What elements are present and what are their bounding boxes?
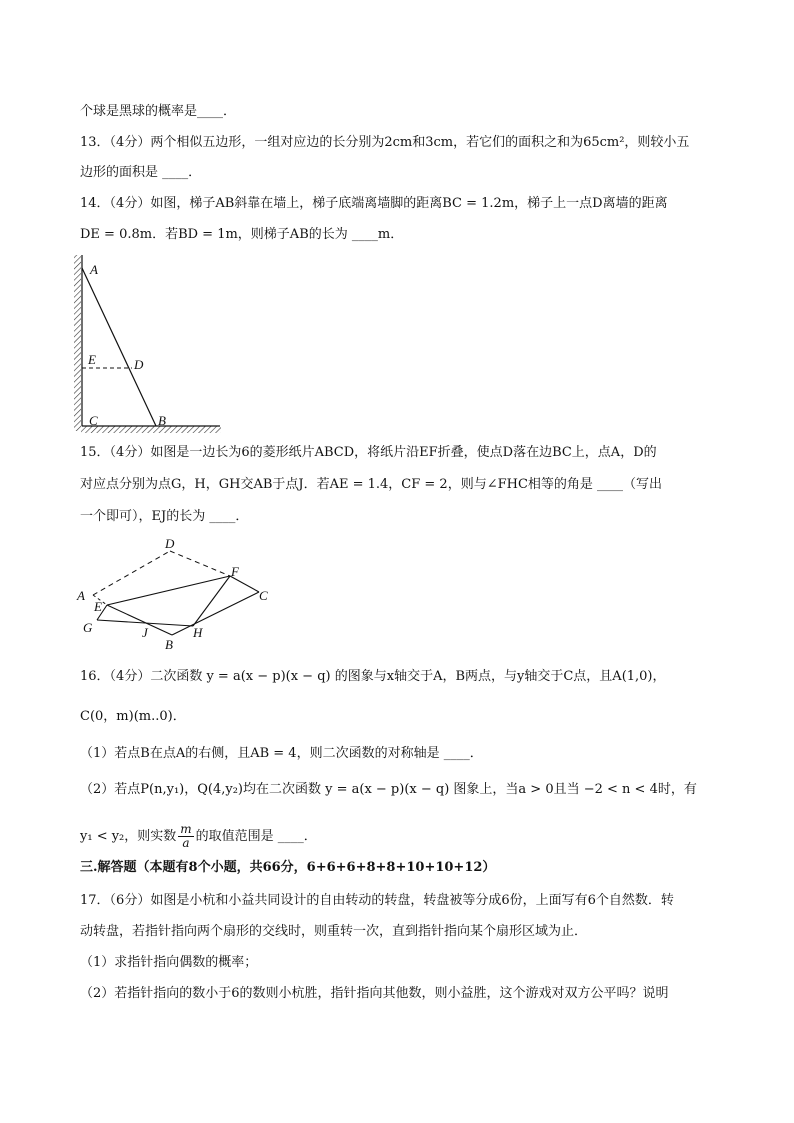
dash-df [170,551,230,576]
q16-ineq: y₁ < y₂，则实数 [80,829,177,844]
label-a: A [77,588,85,603]
label-j: J [142,625,148,640]
q16-range-text: 的取值范围是 ____． [195,829,317,844]
q16-line2: C(0，m)(m..0)． [80,709,186,724]
label-h: H [193,625,203,640]
q16-line1: 16．（4分）二次函数 y = a(x − p)(x − q) 的图象与x轴交于A，B两点，与y轴交于C点，且A(1,0)， [80,669,666,684]
q13-line1: 13．（4分）两个相似五边形，一组对应边的长分别为2cm和3cm，若它们的面积之和为65cm²，则较小五 [80,135,690,150]
frac-den: a [182,836,190,850]
q17-line2: 动转盘，若指针指向两个扇形的交线时，则重转一次，直到指针指向某个扇形区域为止． [80,924,588,939]
q14-line2: DE = 0.8m．若BD = 1m，则梯子AB的长为 ____m． [80,227,404,242]
q16-part2: （2）若点P(n,y₁)，Q(4,y₂)均在二次函数 y = a(x − p)(x − q) 图象上，当a > 0且当 −2 < n < 4时，有 [80,782,697,797]
label-c: C [89,413,98,428]
q16-part2-cont [80,823,317,850]
q15-line2: 对应点分别为点G，H，GH交AB于点J．若AE = 1.4，CF = 2，则与∠FHC相等的角是 ____（写出 [80,477,663,492]
q16-part1: （1）若点B在点A的右侧，且AB = 4，则二次函数的对称轴是 ____． [80,746,483,761]
side-cb [172,592,259,635]
label-a: A [90,262,98,277]
label-d: D [165,536,175,551]
dash-ad [93,551,170,595]
label-g: G [83,620,93,635]
section-3-heading: 三.解答题（本题有8个小题，共66分，6+6+6+8+8+10+10+12） [80,860,496,875]
label-c: C [259,588,268,603]
side-eb [107,605,172,635]
frac-num: m [180,822,192,836]
q12-tail: 个球是黑球的概率是____． [80,104,237,119]
fraction-m-over-a [178,823,193,850]
label-e: E [94,599,102,614]
q15-line3: 一个即可），EJ的长为 ____． [80,509,249,524]
q17-part2: （2）若指针指向的数小于6的数则小杭胜，指针指向其他数，则小益胜，这个游戏对双方公平吗？说明 [80,986,669,1001]
q13-line2: 边形的面积是 ____． [80,165,202,180]
label-b: B [158,413,166,428]
label-f: F [231,564,239,579]
label-d: D [134,357,144,372]
q17-part1: （1）求指针指向偶数的概率； [80,955,258,970]
q17-line1: 17．（6分）如图是小杭和小益共同设计的自由转动的转盘，转盘被等分成6份，上面写有6个自然数．转 [80,893,674,908]
q14-line1: 14．（4分）如图，梯子AB斜靠在墙上，梯子底端离墙脚的距离BC = 1.2m，梯子上一点D离墙的距离 [80,196,668,211]
q15-line1: 15．（4分）如图是一边长为6的菱形纸片ABCD，将纸片沿EF折叠，使点D落在边BC上，点A，D的 [80,445,657,460]
label-b: B [165,637,173,652]
label-e: E [88,352,96,367]
